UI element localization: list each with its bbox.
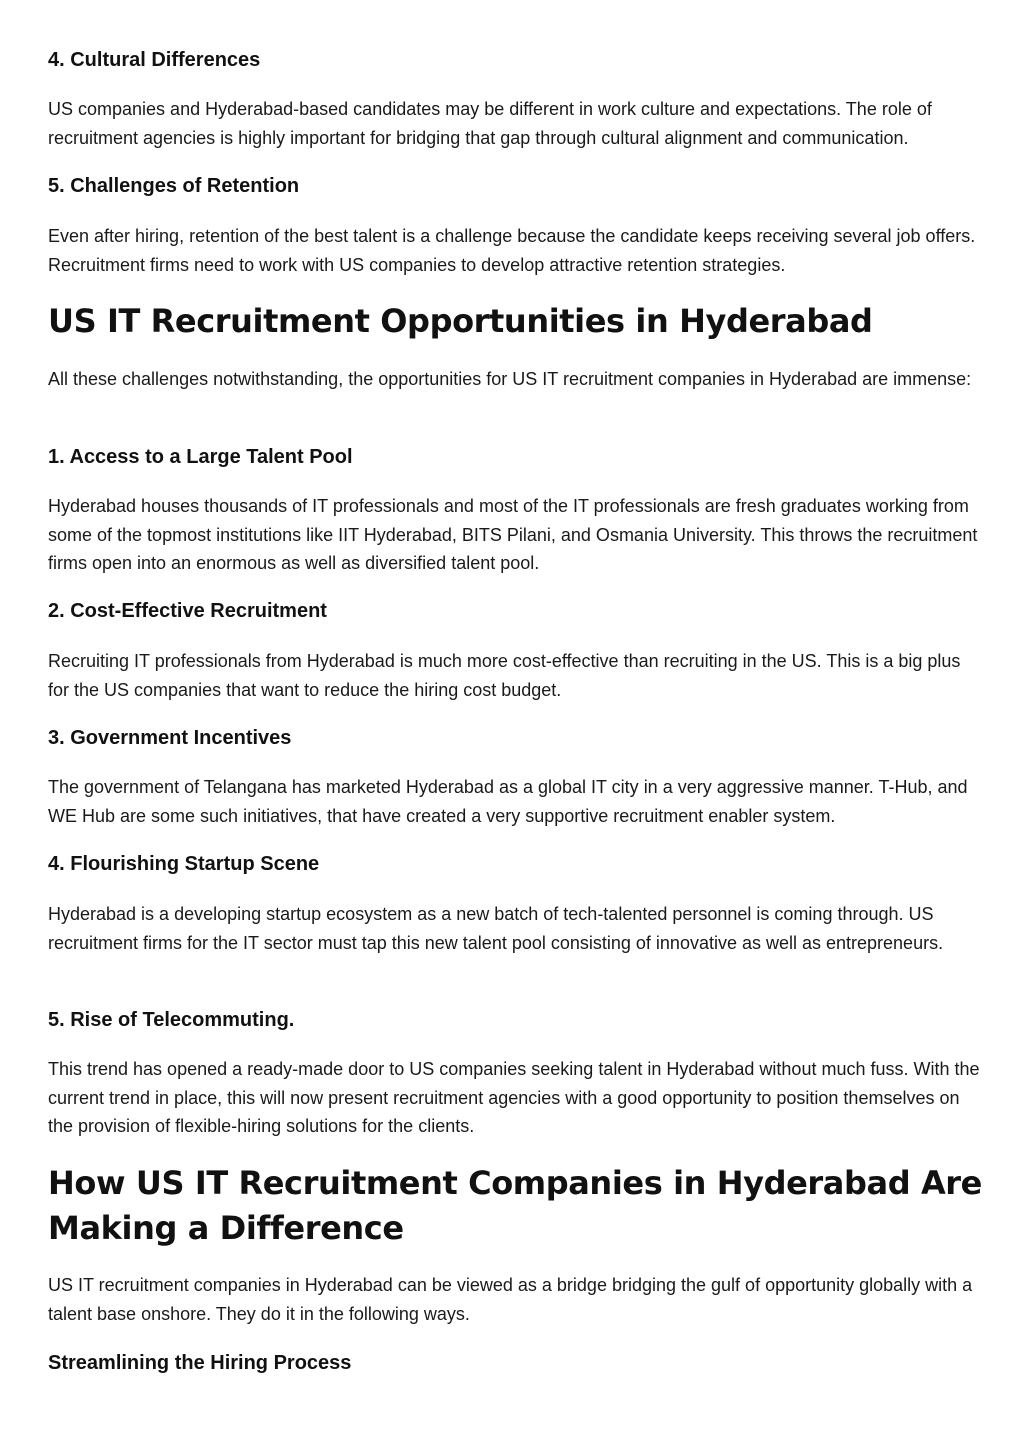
difference-subheading-streamlining: Streamlining the Hiring Process: [48, 1352, 352, 1374]
opportunity-body-government-incentives: The government of Telangana has marketed Hyderabad as a global IT city in a very aggressive manner. T-Hub, and WE Hub are some such initiatives, that have created a very supportive recruitment enabler system.: [48, 777, 968, 826]
section-body-cultural-differences: US companies and Hyderabad-based candidates may be different in work culture and expectations. The role of recruitment agencies is highly important for bridging that gap through cultural alignment and communication.: [48, 99, 932, 148]
opportunity-heading-telecommuting: 5. Rise of Telecommuting.: [48, 1009, 295, 1031]
opportunity-body-telecommuting: This trend has opened a ready-made door to US companies seeking talent in Hyderabad without much fuss. With the current trend in place, this will now present recruitment agencies with a good opportunity to position themselves on the provision of flexible-hiring solutions for the clients.: [48, 1059, 980, 1136]
opportunity-body-startup-scene: Hyderabad is a developing startup ecosystem as a new batch of tech-talented personnel is coming through. US recruitment firms for the IT sector must tap this new talent pool consisting of innovative as well as entrepreneurs.: [48, 904, 944, 953]
section-heading-cultural-differences: 4. Cultural Differences: [48, 49, 261, 71]
difference-title: How US IT Recruitment Companies in Hyderabad Are Making a Difference: [48, 1164, 982, 1247]
opportunity-heading-startup-scene: 4. Flourishing Startup Scene: [48, 853, 320, 875]
section-heading-challenges-of-retention: 5. Challenges of Retention: [48, 175, 300, 197]
opportunity-body-cost-effective: Recruiting IT professionals from Hyderabad is much more cost-effective than recruiting in the US. This is a big plus for the US companies that want to reduce the hiring cost budget.: [48, 651, 961, 700]
section-body-challenges-of-retention: Even after hiring, retention of the best talent is a challenge because the candidate keeps receiving several job offers. Recruitment firms need to work with US companies to develop attractive retention strategies.: [48, 226, 976, 275]
opportunity-heading-cost-effective: 2. Cost-Effective Recruitment: [48, 600, 327, 622]
opportunity-heading-government-incentives: 3. Government Incentives: [48, 727, 292, 749]
difference-intro: US IT recruitment companies in Hyderabad can be viewed as a bridge bridging the gulf of opportunity globally with a talent base onshore. They do it in the following ways.: [48, 1275, 973, 1324]
opportunities-title: US IT Recruitment Opportunities in Hyderabad: [48, 302, 873, 340]
opportunity-heading-talent-pool: 1. Access to a Large Talent Pool: [48, 446, 353, 468]
opportunities-intro: All these challenges notwithstanding, the opportunities for US IT recruitment companies in Hyderabad are immense:: [48, 369, 972, 389]
opportunity-body-talent-pool: Hyderabad houses thousands of IT professionals and most of the IT professionals are fresh graduates working from some of the topmost institutions like IIT Hyderabad, BITS Pilani, and Osmania University. This throws the recruitment firms open into an enormous as well as diversified talent pool.: [48, 496, 978, 573]
